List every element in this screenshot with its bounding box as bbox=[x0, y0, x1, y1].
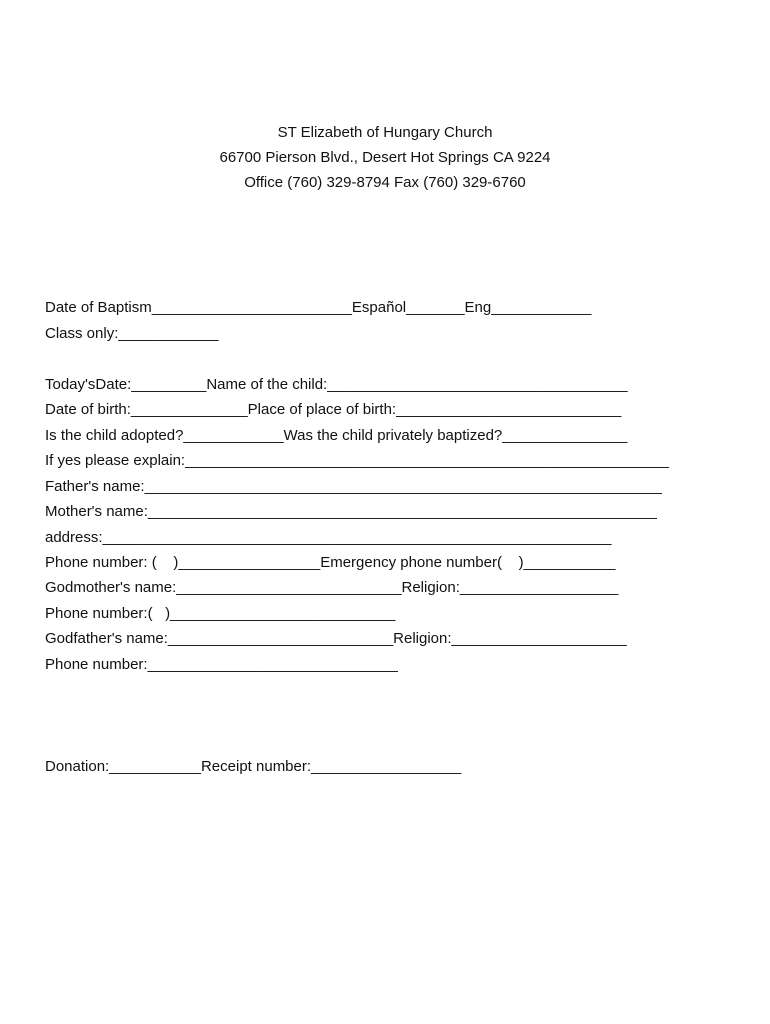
todays-date-child-name-field[interactable]: Today'sDate:_________Name of the child:____________________________________ bbox=[45, 376, 628, 393]
mother-name-field[interactable]: Mother's name:_____________________________________________________________ bbox=[45, 503, 657, 520]
phone-emergency-field[interactable]: Phone number: ( )_________________Emergency phone number( )___________ bbox=[45, 554, 616, 571]
father-name-field[interactable]: Father's name:______________________________________________________________ bbox=[45, 478, 662, 495]
godfather-phone-field[interactable]: Phone number:______________________________ bbox=[45, 656, 398, 673]
adopted-baptized-field[interactable]: Is the child adopted?____________Was the child privately baptized?_______________ bbox=[45, 427, 628, 444]
godmother-phone-field[interactable]: Phone number:( )___________________________ bbox=[45, 605, 396, 622]
baptism-date-field[interactable]: Date of Baptism________________________Español_______Eng____________ bbox=[45, 299, 592, 316]
explain-field[interactable]: If yes please explain:__________________________________________________________ bbox=[45, 452, 669, 469]
class-only-field[interactable]: Class only:____________ bbox=[45, 325, 219, 342]
godmother-religion-field[interactable]: Godmother's name:___________________________Religion:___________________ bbox=[45, 579, 619, 596]
godfather-religion-field[interactable]: Godfather's name:___________________________Religion:_____________________ bbox=[45, 630, 627, 647]
church-address: 66700 Pierson Blvd., Desert Hot Springs CA 9224 bbox=[219, 149, 551, 166]
date-place-of-birth-field[interactable]: Date of birth:______________Place of place of birth:___________________________ bbox=[45, 401, 622, 418]
church-name: ST Elizabeth of Hungary Church bbox=[277, 124, 493, 141]
church-contact: Office (760) 329-8794 Fax (760) 329-6760 bbox=[244, 174, 526, 191]
donation-receipt-field[interactable]: Donation:___________Receipt number:__________________ bbox=[45, 758, 462, 775]
church-header bbox=[0, 120, 770, 195]
address-field[interactable]: address:_____________________________________________________________ bbox=[45, 529, 612, 546]
